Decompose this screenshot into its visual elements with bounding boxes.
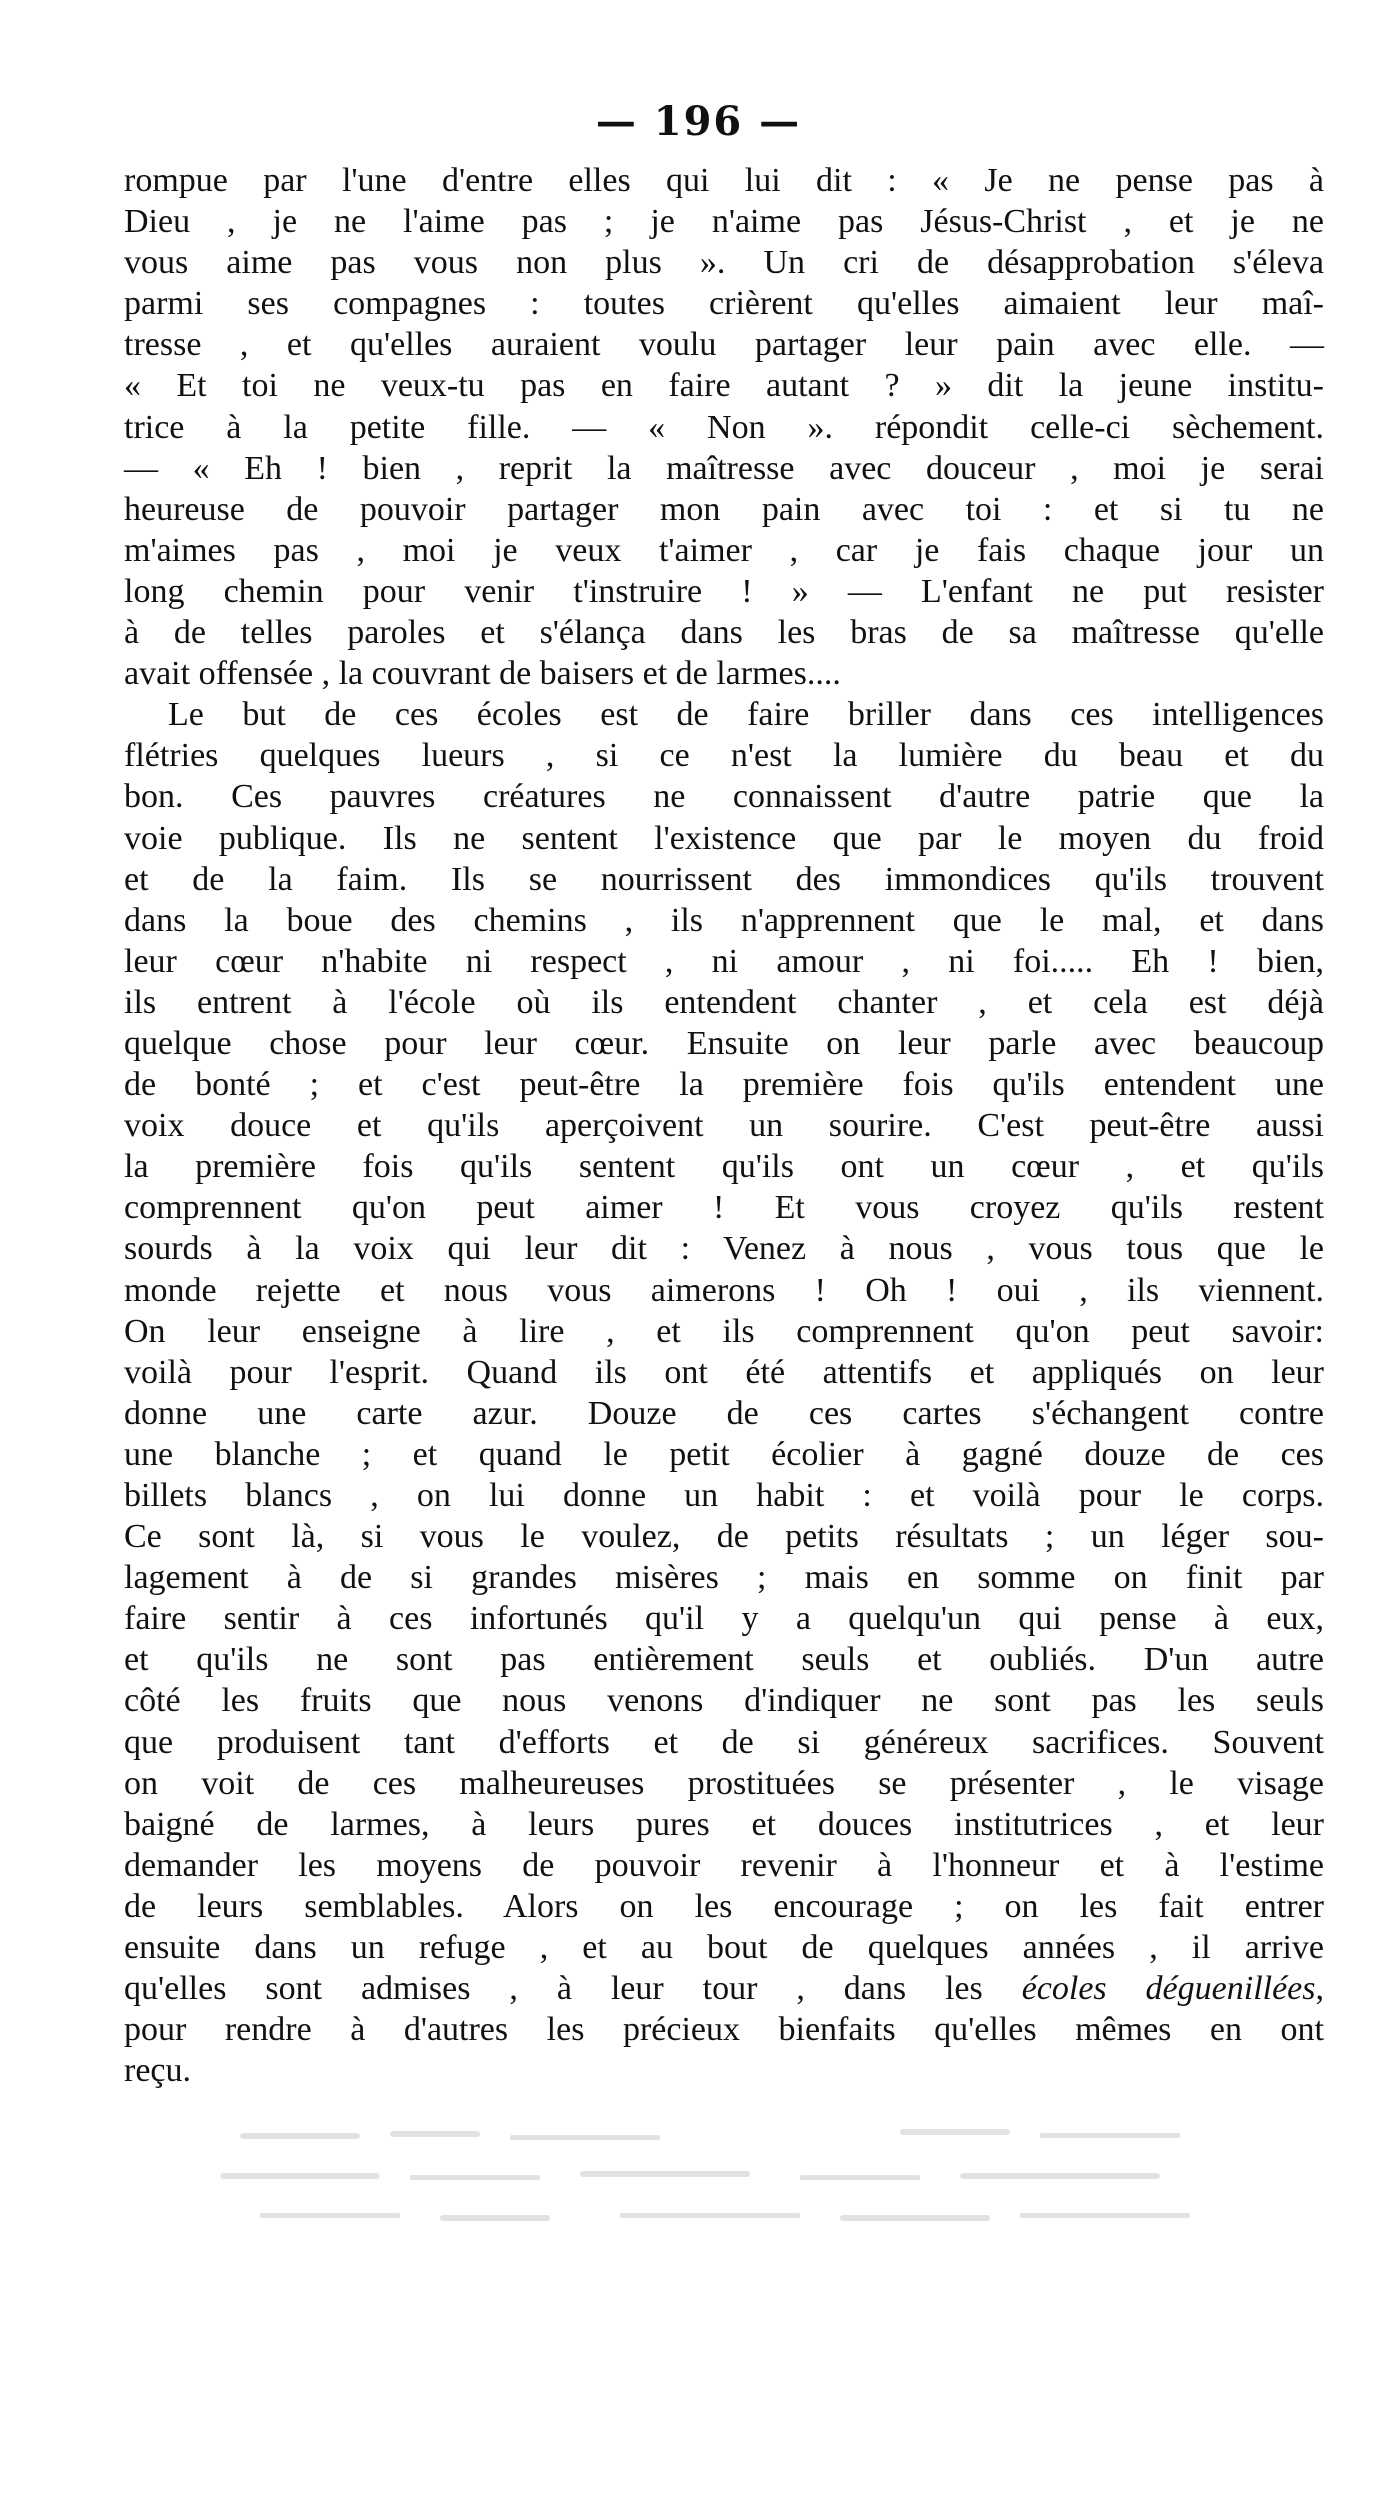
text-line: long chemin pour venir t'instruire ! » — L'enfant ne put resister [124, 572, 1324, 610]
text-line: trice à la petite fille. — « Non ». répondit celle-ci sèchement. [124, 408, 1324, 446]
italic-phrase: écoles déguenillées [1021, 1970, 1316, 2008]
text-line: demander les moyens de pouvoir revenir à l'honneur et à l'estime [124, 1846, 1324, 1884]
text-line: comprennent qu'on peut aimer ! Et vous croyez qu'ils restent [124, 1189, 1324, 1227]
text-line: Ce sont là, si vous le voulez, de petits résultats ; un léger sou- [124, 1518, 1324, 1556]
text-line: sourds à la voix qui leur dit : Venez à nous , vous tous que le [124, 1230, 1324, 1268]
text-line: reçu. [124, 2052, 192, 2090]
text-line: parmi ses compagnes : toutes crièrent qu'elles aimaient leur maî- [124, 285, 1324, 323]
text-line: que produisent tant d'efforts et de si généreux sacrifices. Souvent [124, 1723, 1324, 1761]
text-line: vous aime pas vous non plus ». Un cri de désapprobation s'éleva [124, 244, 1324, 282]
text-line: On leur enseigne à lire , et ils comprennent qu'on peut savoir: [124, 1312, 1324, 1350]
bleed-texture [200, 2115, 1260, 2235]
text-line: rompue par l'une d'entre elles qui lui dit : « Je ne pense pas à [124, 162, 1324, 199]
line-start: qu'elles sont admises , à leur tour , dans les [124, 1970, 983, 2008]
text-line: m'aimes pas , moi je veux t'aimer , car je fais chaque jour un [124, 531, 1324, 569]
text-line-with-italic [124, 1968, 1324, 2009]
text-line: pour rendre à d'autres les précieux bienfaits qu'elles mêmes en ont [124, 2011, 1324, 2049]
text-line: baigné de larmes, à leurs pures et douces institutrices , et leur [124, 1805, 1324, 1843]
text-line: voix douce et qu'ils aperçoivent un sourire. C'est peut-être aussi [124, 1107, 1324, 1145]
page-number: — 196 — [595, 98, 802, 145]
text-line: Le but de ces écoles est de faire briller dans ces intelligences [168, 696, 1324, 734]
text-line: et de la faim. Ils se nourrissent des immondices qu'ils trouvent [124, 860, 1324, 898]
text-line: lagement à de si grandes misères ; mais en somme on finit par [124, 1559, 1324, 1597]
text-line: monde rejette et nous vous aimerons ! Oh ! oui , ils viennent. [124, 1271, 1324, 1309]
text-line: on voit de ces malheureuses prostituées se présenter , le visage [124, 1764, 1324, 1802]
text-line: de leurs semblables. Alors on les encourage ; on les fait entrer [124, 1887, 1324, 1925]
text-line: flétries quelques lueurs , si ce n'est la lumière du beau et du [124, 737, 1324, 775]
text-line: une blanche ; et quand le petit écolier à gagné douze de ces [124, 1435, 1324, 1473]
text-line: leur cœur n'habite ni respect , ni amour , ni foi..... Eh ! bien, [124, 942, 1324, 980]
text-line: de bonté ; et c'est peut-être la première fois qu'ils entendent une [124, 1066, 1324, 1104]
text-line: voie publique. Ils ne sentent l'existence que par le moyen du froid [124, 819, 1324, 857]
text-line: ensuite dans un refuge , et au bout de quelques années , il arrive [124, 1929, 1324, 1967]
text-line: voilà pour l'esprit. Quand ils ont été attentifs et appliqués on leur [124, 1353, 1324, 1391]
text-line: tresse , et qu'elles auraient voulu partager leur pain avec elle. — [124, 326, 1324, 364]
text-line: Dieu , je ne l'aime pas ; je n'aime pas Jésus-Christ , et je ne [124, 203, 1324, 241]
page-body [124, 160, 1324, 2091]
text-line: — « Eh ! bien , reprit la maîtresse avec douceur , moi je serai [124, 449, 1324, 487]
text-line: dans la boue des chemins , ils n'apprennent que le mal, et dans [124, 901, 1324, 939]
text-line: bon. Ces pauvres créatures ne connaissent d'autre patrie que la [124, 778, 1324, 816]
line-end-punct: , [1315, 1970, 1324, 2008]
text-line: heureuse de pouvoir partager mon pain avec toi : et si tu ne [124, 490, 1324, 528]
text-line: ils entrent à l'école où ils entendent chanter , et cela est déjà [124, 983, 1324, 1021]
text-line: donne une carte azur. Douze de ces cartes s'échangent contre [124, 1394, 1324, 1432]
text-line: faire sentir à ces infortunés qu'il y a quelqu'un qui pense à eux, [124, 1600, 1324, 1638]
text-line: quelque chose pour leur cœur. Ensuite on leur parle avec beaucoup [124, 1024, 1324, 1062]
text-line: côté les fruits que nous venons d'indiquer ne sont pas les seuls [124, 1682, 1324, 1720]
text-line: billets blancs , on lui donne un habit : et voilà pour le corps. [124, 1477, 1324, 1514]
text-line: « Et toi ne veux-tu pas en faire autant ? » dit la jeune institu- [124, 367, 1324, 405]
text-line: et qu'ils ne sont pas entièrement seuls et oubliés. D'un autre [124, 1641, 1324, 1679]
show-through-bleed [200, 2115, 1260, 2235]
text-line: la première fois qu'ils sentent qu'ils ont un cœur , et qu'ils [124, 1148, 1324, 1186]
text-line: à de telles paroles et s'élança dans les bras de sa maîtresse qu'elle [124, 614, 1324, 652]
text-line: avait offensée , la couvrant de baisers et de larmes.... [124, 655, 841, 693]
